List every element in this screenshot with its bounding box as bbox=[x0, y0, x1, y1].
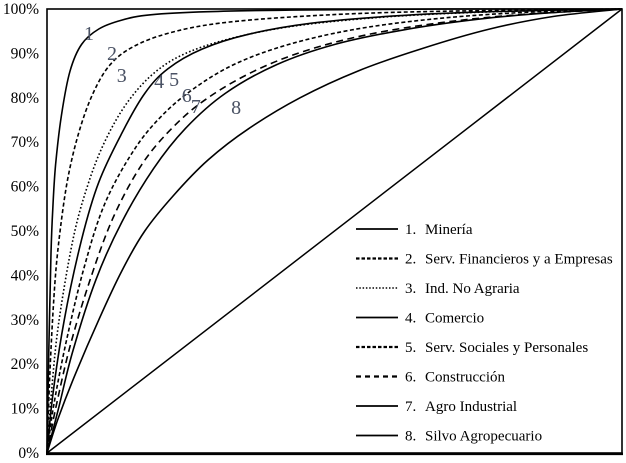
y-tick-label-40: 40% bbox=[10, 267, 39, 285]
legend-number-3: 3. bbox=[405, 281, 417, 297]
y-tick-label-0: 0% bbox=[18, 445, 39, 462]
curve-number-label-6: 6 bbox=[181, 85, 192, 108]
legend-number-5: 5. bbox=[405, 340, 417, 356]
y-tick-label-100: 100% bbox=[2, 1, 39, 18]
curve-number-label-5: 5 bbox=[169, 69, 180, 92]
legend-label-4: Comercio bbox=[425, 310, 485, 327]
legend-number-7: 7. bbox=[405, 399, 417, 415]
y-tick-label-10: 10% bbox=[10, 400, 39, 418]
y-tick-label-30: 30% bbox=[10, 311, 39, 329]
equality-line bbox=[47, 9, 622, 453]
y-tick-label-70: 70% bbox=[10, 134, 39, 152]
legend-label-6: Construcción bbox=[425, 369, 505, 386]
legend-number-2: 2. bbox=[405, 251, 417, 268]
curve-number-label-3: 3 bbox=[116, 65, 127, 88]
legend-number-4: 4. bbox=[405, 310, 417, 327]
legend-label-8: Silvo Agropecuario bbox=[425, 428, 543, 445]
y-tick-label-60: 60% bbox=[10, 178, 39, 196]
legend-label-7: Agro Industrial bbox=[425, 399, 518, 415]
legend-label-2: Serv. Financieros y a Empresas bbox=[425, 251, 613, 268]
curve-number-label-4: 4 bbox=[154, 70, 165, 93]
curve-number-label-2: 2 bbox=[106, 42, 117, 65]
legend-number-8: 8. bbox=[405, 428, 417, 445]
legend-label-1: Minería bbox=[425, 222, 473, 238]
curve-number-label-1: 1 bbox=[83, 22, 94, 45]
legend-number-1: 1. bbox=[405, 222, 417, 238]
legend-number-6: 6. bbox=[405, 369, 417, 386]
y-tick-label-20: 20% bbox=[10, 356, 39, 374]
y-tick-label-80: 80% bbox=[10, 89, 39, 107]
curve-number-label-8: 8 bbox=[231, 97, 242, 120]
legend-label-3: Ind. No Agraria bbox=[425, 281, 520, 297]
legend-label-5: Serv. Sociales y Personales bbox=[425, 340, 589, 356]
y-tick-label-90: 90% bbox=[10, 45, 39, 63]
curve-number-label-7: 7 bbox=[190, 95, 201, 118]
y-tick-label-50: 50% bbox=[10, 223, 39, 240]
